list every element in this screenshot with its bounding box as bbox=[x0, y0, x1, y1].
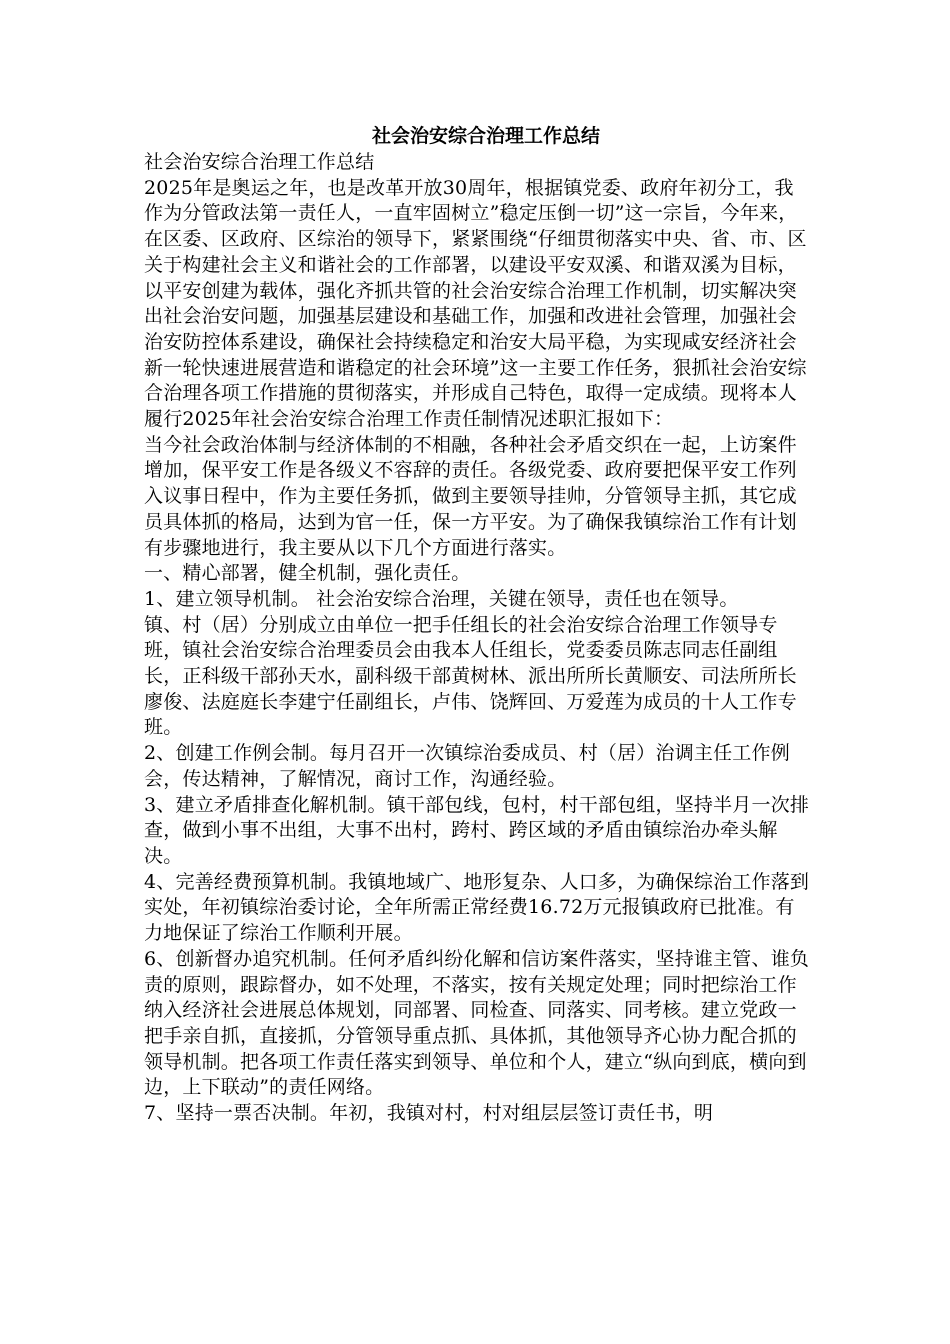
paragraph-intro: 2025年是奥运之年，也是改革开放30周年，根据镇党委、政府年初分工，我作为分管政法第一责任人，一直牢固树立”稳定压倒一切”这一宗旨，今年来，在区委、区政府、区综治的领导下，紧紧围绕“仔细贯彻落实中央、省、市、区关于构建社会主义和谐社会的工作部署，以建设平安双溪、和谐双溪为目标，以平安创建为载体，强化齐抓共管的社会治安综合治理工作机制，切实解决突出社会治安问题，加强基层建设和基础工作，加强和改进社会管理，加强社会治安防控体系建设，确保社会持续稳定和治安大局平稳，为实现咸安经济社会新一轮快速进展营造和谐稳定的社会环境”这一主要工作任务，狠抓社会治安综合治理各项工作措施的贯彻落实，并形成自己特色，取得一定成绩。现将本人履行2025年社会治安综合治理工作责任制情况述职汇报如下： bbox=[144, 176, 807, 431]
document-title: 社会治安综合治理工作总结 bbox=[371, 125, 600, 147]
paragraph-item-2: 2、创建工作例会制。每月召开一次镇综治委成员、村（居）治调主任工作例会，传达精神，了解情况，商讨工作，沟通经验。 bbox=[144, 742, 790, 790]
section-heading-1: 一、精心部署，健全机制，强化责任。 bbox=[144, 562, 471, 585]
paragraph-leadership-group: 镇、村（居）分别成立由单位一把手任组长的社会治安综合治理工作领导专班，镇社会治安综合治理委员会由我本人任组长，党委委员陈志同志任副组长，正科级干部孙天水，副科级干部黄树林、派出所所长黄顺安、司法所所长廖俊、法庭庭长李建宁任副组长，卢伟、饶辉回、万爱莲为成员的十人工作专班。 bbox=[144, 613, 797, 739]
paragraph-subtitle: 社会治安综合治理工作总结 bbox=[144, 151, 375, 173]
document-body bbox=[144, 122, 810, 1127]
paragraph-item-7: 7、坚持一票否决制。年初，我镇对村，村对组层层签订责任书，明 bbox=[144, 1102, 714, 1125]
paragraph-item-6: 6、创新督办追究机制。任何矛盾纠纷化解和信访案件落实，坚持谁主管、谁负责的原则，跟踪督办，如不处理，不落实，按有关规定处理；同时把综治工作纳入经济社会进展总体规划，同部署、同检查、同落实、同考核。建立党政一把手亲自抓，直接抓，分管领导重点抓、具体抓，其他领导齐心协力配合抓的领导机制。把各项工作责任落实到领导、单位和个人，建立“纵向到底，横向到边，上下联动”的责任网络。 bbox=[144, 947, 810, 1099]
paragraph-item-4: 4、完善经费预算机制。我镇地域广、地形复杂、人口多，为确保综治工作落到实处，年初镇综治委讨论，全年所需正常经费16.72万元报镇政府已批准。有力地保证了综治工作顺利开展。 bbox=[144, 870, 810, 945]
paragraph-item-3: 3、建立矛盾排查化解机制。镇干部包线，包村，村干部包组，坚持半月一次排查，做到小事不出组，大事不出村，跨村、跨区域的矛盾由镇综治办牵头解决。 bbox=[144, 793, 810, 867]
paragraph-background: 当今社会政治体制与经济体制的不相融，各种社会矛盾交织在一起，上访案件增加，保平安工作是各级义不容辞的责任。各级党委、政府要把保平安工作列入议事日程中，作为主要任务抓，做到主要领导挂帅，分管领导主抓，其它成员具体抓的格局，达到为官一任，保一方平安。为了确保我镇综治工作有计划有步骤地进行，我主要从以下几个方面进行落实。 bbox=[144, 433, 797, 559]
paragraph-item-1: 1、建立领导机制。 社会治安综合治理，关键在领导，责任也在领导。 bbox=[144, 587, 739, 610]
